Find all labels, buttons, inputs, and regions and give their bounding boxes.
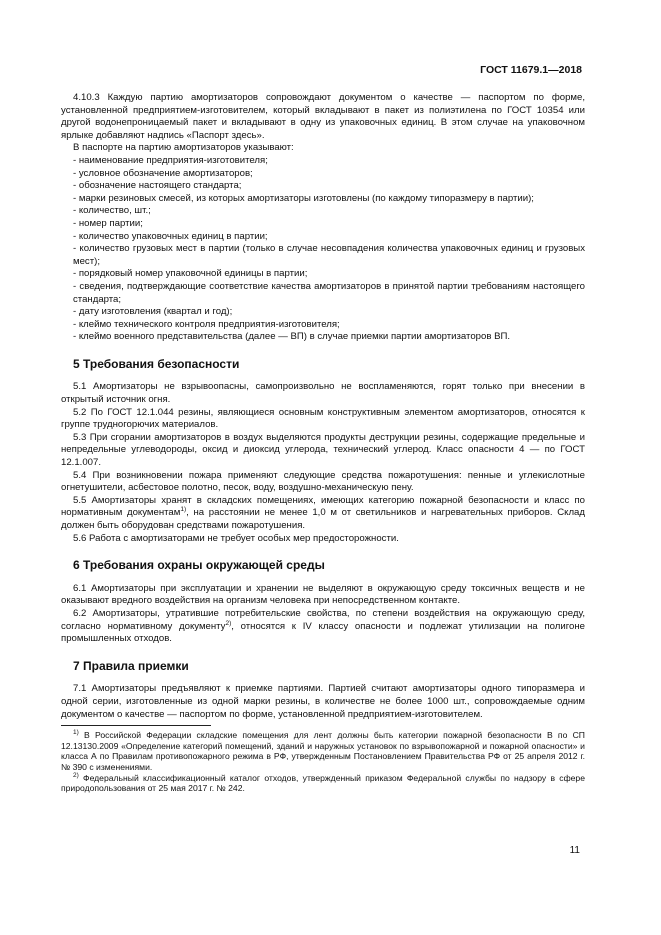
paragraph-5-5-text-a: 5.5 Амортизаторы хранят в складских помещениях, имеющих категорию пожарной безопасности и класс по нормативным документам xyxy=(61,494,585,519)
section-6-heading: 6 Требования охраны окружающей среды xyxy=(73,558,325,573)
paragraph-5-6: 5.6 Работа с амортизаторами не требует особых мер предосторожности. xyxy=(73,532,399,544)
list-item: - наименование предприятия-изготовителя; xyxy=(73,154,268,166)
paragraph-5-4: 5.4 При возникновении пожара применяют следующие средства пожаротушения: пенные и углекислотные огнетушители, асбестовое полотно, песок, воду, воздушно-механическую пену. xyxy=(61,469,585,494)
document-body xyxy=(61,92,585,794)
section-7-heading: 7 Правила приемки xyxy=(73,658,189,673)
footnote-ref-2: 2) xyxy=(225,619,232,627)
footnote-1 xyxy=(61,730,585,772)
list-item: - номер партии; xyxy=(73,217,143,229)
list-item: - сведения, подтверждающие соответствие качества амортизаторов в принятой партии требованиям настоящего стандарта; xyxy=(73,280,585,305)
paragraph-6-2-text-b: , относятся к IV классу опасности и подлежат утилизации на полигоне промышленных отходов. xyxy=(61,620,586,645)
paragraph-7-1: 7.1 Амортизаторы предъявляют к приемке партиями. Партией считают амортизаторы одного типоразмера и одной серии, изготовленные из одной марки резины, в количестве не более 1000 шт., сопровождаемые одним документом о качестве — паспортом по форме, установленной предприятием-изготовителем. xyxy=(61,683,585,720)
paragraph-6-1: 6.1 Амортизаторы при эксплуатации и хранении не выделяют в окружающую среду токсичных веществ и не оказывают вредного воздействия на организм человека при непосредственном контакте. xyxy=(61,582,585,607)
list-item: - дату изготовления (квартал и год); xyxy=(73,306,233,318)
paragraph-5-5-text-b: , на расстоянии не менее 1,0 м от светильников и нагревательных приборов. Склад должен быть оборудован средствами пожаротушения. xyxy=(61,507,585,531)
paragraph-6-2 xyxy=(61,608,585,646)
footnote-mark-2: 2) xyxy=(73,771,79,779)
list-item: - порядковый номер упаковочной единицы в партии; xyxy=(73,268,308,280)
footnote-2 xyxy=(61,773,585,794)
paragraph-5-3: 5.3 При сгорании амортизаторов в воздух выделяются продукты деструкции резины, содержащие предельные и непредельные углеводороды, оксид и диоксид углерода, технический углерод. Класс опасности 4 — по ГОСТ 12.1.007. xyxy=(61,431,585,469)
list-item: - количество упаковочных единиц в партии; xyxy=(73,230,268,242)
footnote-ref-1: 1) xyxy=(180,506,187,514)
passport-items-list xyxy=(61,155,585,344)
list-item: - условное обозначение амортизаторов; xyxy=(73,167,253,179)
list-item: - количество грузовых мест в партии (только в случае несовпадения количества упаковочных единиц и грузовых мест); xyxy=(73,243,585,267)
passport-intro: В паспорте на партию амортизаторов указывают: xyxy=(73,142,294,154)
paragraph-6-2-text-a: 6.2 Амортизаторы, утратившие потребительские свойства, по степени воздействия на окружающую среду, согласно нормативному документу xyxy=(61,607,585,632)
paragraph-5-2: 5.2 По ГОСТ 12.1.044 резины, являющиеся основным конструктивным элементом амортизаторов, относятся к группе трудногорючих материалов. xyxy=(61,406,585,431)
footnote-2-text: Федеральный классификационный каталог отходов, утвержденный приказом Федеральной службы по надзору в сфере природопользования от 25 мая 2017 г. № 242. xyxy=(61,772,585,794)
list-item: - клеймо технического контроля предприятия-изготовителя; xyxy=(73,318,340,330)
paragraph-5-1: 5.1 Амортизаторы не взрывоопасны, самопроизвольно не воспламеняются, горят только при внесении в открытый источник огня. xyxy=(61,381,585,406)
footnote-1-text: В Российской Федерации складские помещения для лент должны быть категории пожарной безопасности В по СП 12.13130.2009 «Определение категорий помещений, зданий и наружных установок по взрывопожарной и пожарной опасности» и класса А по Правилам противопожарного режима в РФ, утвержденным Постановлением Правительства РФ от 25 апреля 2012 г. № 390 с изменениями. xyxy=(61,730,585,772)
footnote-divider xyxy=(61,725,211,726)
paragraph-4-10-3: 4.10.3 Каждую партию амортизаторов сопровождают документом о качестве — паспортом по форме, установленной предприятием-изготовителем, который вкладывают в пакет из полиэтилена по ГОСТ 10354 или другой водонепроницаемый пакет и вкладывают в одну из упаковочных единиц. В этом случае на упаковочном ярлыке добавляют надпись «Паспорт здесь». xyxy=(61,92,585,141)
list-item: - клеймо военного представительства (далее — ВП) в случае приемки партии амортизаторов ВП. xyxy=(73,331,511,343)
list-item: - марки резиновых смесей, из которых амортизаторы изготовлены (по каждому типоразмеру в партии); xyxy=(73,192,534,204)
list-item: - обозначение настоящего стандарта; xyxy=(73,180,242,192)
footnote-mark-1: 1) xyxy=(73,729,79,737)
section-5-heading: 5 Требования безопасности xyxy=(73,356,240,371)
list-item: - количество, шт.; xyxy=(73,205,151,217)
page-number: 11 xyxy=(569,845,580,856)
paragraph-5-5 xyxy=(61,495,585,533)
document-header: ГОСТ 11679.1—2018 xyxy=(480,64,582,76)
